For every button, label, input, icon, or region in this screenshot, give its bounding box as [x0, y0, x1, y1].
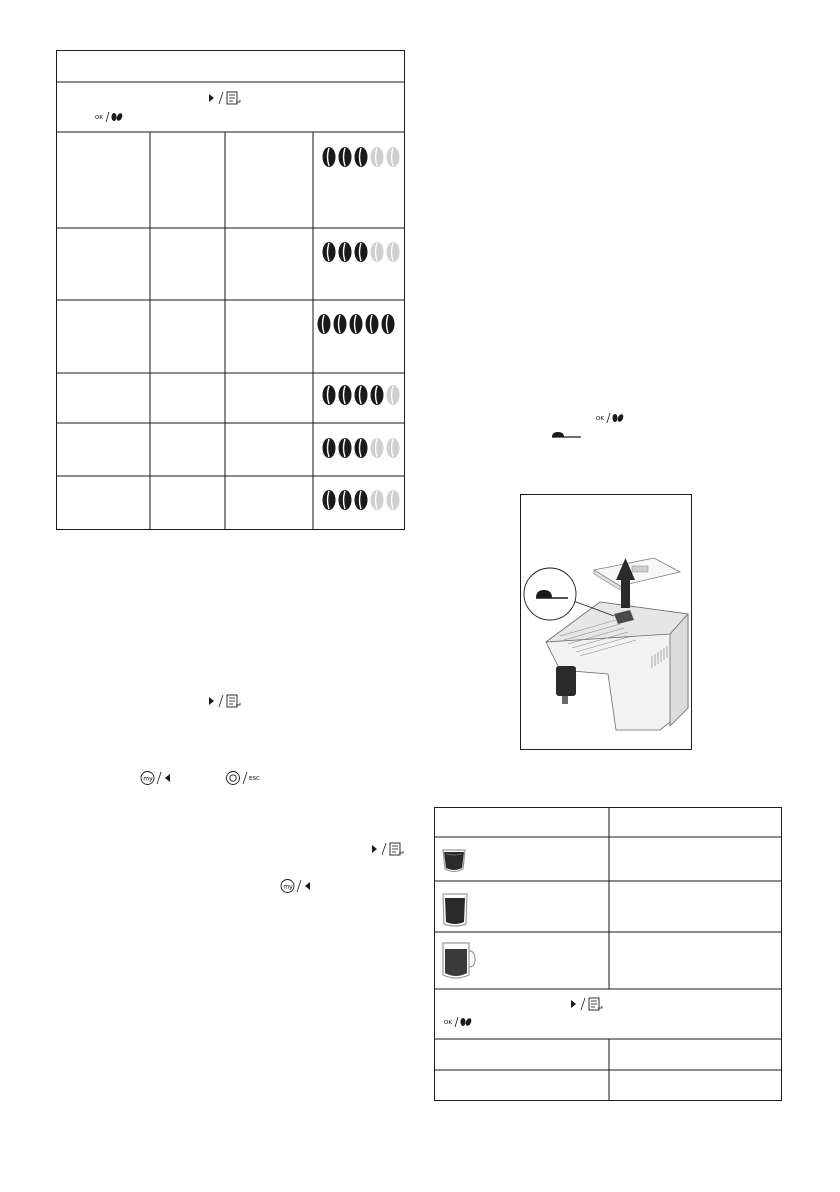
bean-strength-row	[316, 313, 400, 335]
confirm-hint	[596, 411, 636, 425]
esc-label: ESC	[249, 776, 260, 782]
espresso-cup-icon	[440, 846, 470, 874]
svg-text:my: my	[283, 883, 293, 891]
body-navigation-hint	[206, 693, 246, 709]
measuring-scoop-icon	[550, 430, 584, 444]
bean-strength-row	[321, 489, 405, 511]
coffee-cup-icon	[440, 890, 470, 928]
cup-table-navigation-hint	[568, 996, 608, 1012]
my-back-hint	[140, 769, 180, 787]
left-arrow-icon	[305, 882, 310, 890]
strength-table-navigation-hint	[206, 90, 246, 106]
left-arrow-icon	[165, 774, 170, 782]
bean-strength-row	[321, 241, 405, 263]
ok-label: OK	[95, 115, 103, 121]
ok-label: OK	[596, 416, 604, 422]
coffee-bean-icon	[461, 1017, 473, 1026]
my-back-hint-2	[280, 877, 320, 895]
my-button-icon	[281, 880, 294, 893]
coffee-bean-icon	[112, 112, 124, 121]
list-navigation-hint	[369, 841, 409, 857]
menu-list-icon	[227, 695, 240, 707]
svg-text:my: my	[143, 775, 153, 783]
ground-coffee-funnel-illustration	[520, 494, 692, 750]
cup-size-table-grid	[434, 807, 782, 1101]
right-arrow-icon	[372, 845, 377, 853]
settings-esc-hint	[225, 769, 265, 787]
my-button-icon	[141, 772, 154, 785]
mug-icon	[440, 937, 476, 981]
bean-strength-row	[321, 384, 405, 406]
coffee-bean-icon	[613, 413, 625, 422]
menu-list-icon	[589, 998, 602, 1010]
right-arrow-icon	[209, 94, 214, 102]
gear-icon	[227, 772, 240, 785]
cup-size-table	[434, 807, 782, 1101]
strength-table-confirm-hint	[95, 110, 135, 124]
right-arrow-icon	[571, 1000, 576, 1008]
menu-list-icon	[227, 92, 240, 104]
menu-list-icon	[390, 843, 403, 855]
ok-label: OK	[444, 1020, 452, 1026]
bean-strength-row	[321, 437, 405, 459]
bean-strength-row	[321, 146, 405, 168]
right-arrow-icon	[209, 697, 214, 705]
cup-table-confirm-hint	[444, 1015, 484, 1029]
